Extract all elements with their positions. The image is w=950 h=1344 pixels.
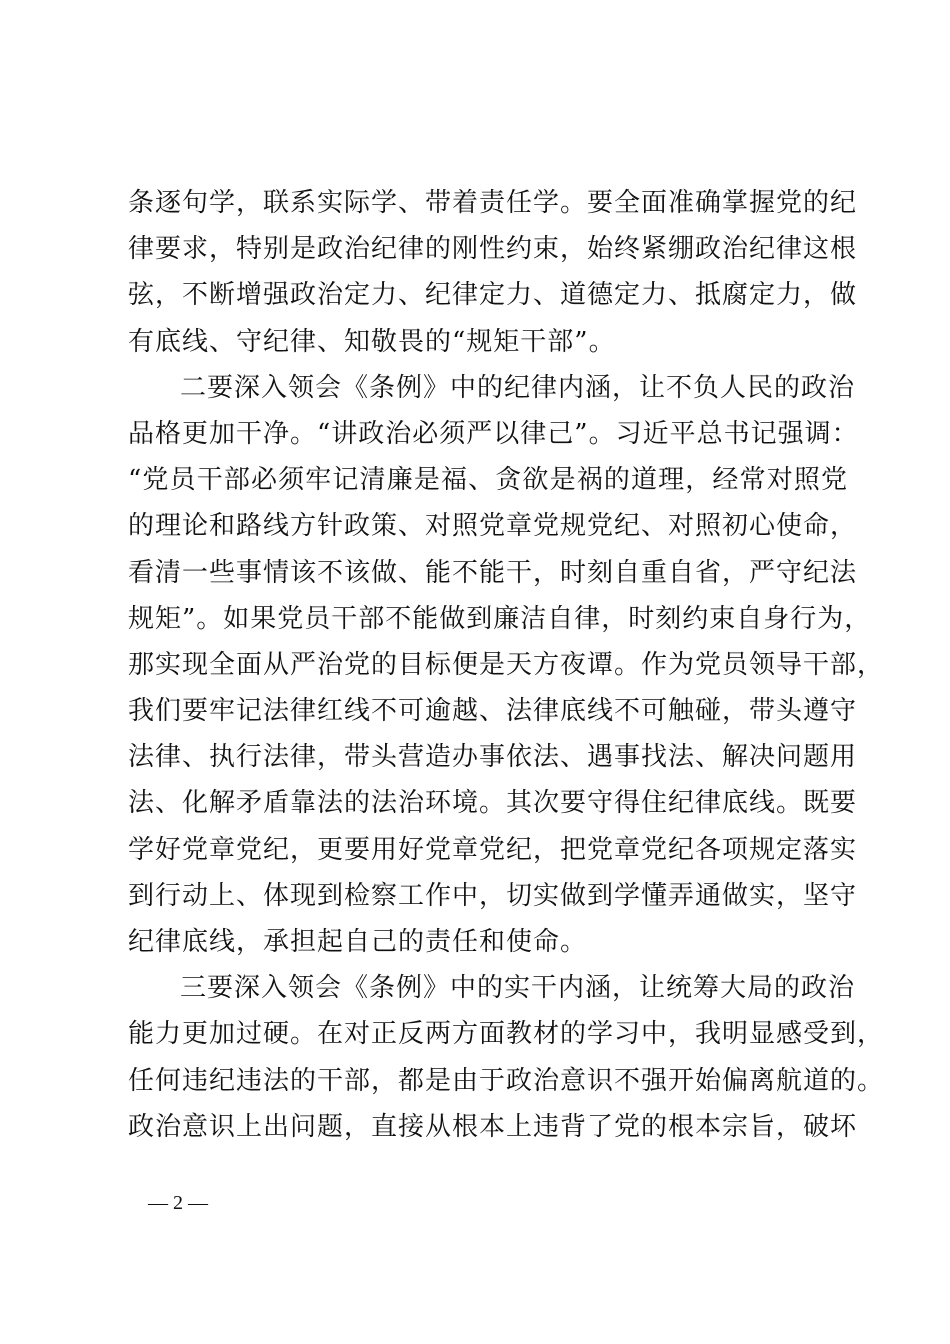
text-line: 律要求，特别是政治纪律的刚性约束，始终紧绷政治纪律这根 — [128, 234, 858, 265]
text-line: 有底线、守纪律、知敬畏的“规矩干部”。 — [128, 326, 616, 357]
text-line: 的理论和路线方针政策、对照党章党规党纪、对照初心使命， — [128, 511, 858, 542]
text-line: 能力更加过硬。在对正反两方面教材的学习中，我明显感受到， — [128, 1019, 885, 1050]
text-line: 三要深入领会《条例》中的实干内涵，让统筹大局的政治 — [180, 973, 856, 1004]
text-line: 那实现全面从严治党的目标便是天方夜谭。作为党员领导干部， — [128, 649, 885, 680]
text-line: 纪律底线，承担起自己的责任和使命。 — [128, 927, 588, 957]
text-line: 法、化解矛盾靠法的法治环境。其次要守得住纪律底线。既要 — [128, 788, 858, 819]
text-line: 我们要牢记法律红线不可逾越、法律底线不可触碰，带头遵守 — [128, 696, 858, 727]
text-line: 政治意识上出问题，直接从根本上违背了党的根本宗旨，破坏 — [128, 1111, 858, 1142]
text-line: 规矩”。如果党员干部不能做到廉洁自律，时刻约束自身行为， — [128, 603, 872, 634]
text-line: 法律、执行法律，带头营造办事依法、遇事找法、解决问题用 — [128, 742, 858, 773]
text-line: 到行动上、体现到检察工作中，切实做到学懂弄通做实，坚守 — [128, 880, 858, 911]
text-line: 品格更加干净。“讲政治必须严以律己”。习近平总书记强调： — [128, 418, 859, 449]
body-text — [128, 180, 885, 1150]
text-line: “党员干部必须牢记清廉是福、贪欲是祸的道理，经常对照党 — [128, 465, 848, 496]
text-line: 二要深入领会《条例》中的纪律内涵，让不负人民的政治 — [180, 372, 856, 403]
text-line: 条逐句学，联系实际学、带着责任学。要全面准确掌握党的纪 — [128, 188, 858, 218]
text-line: 任何违纪违法的干部，都是由于政治意识不强开始偏离航道的。 — [128, 1065, 885, 1096]
text-line: 学好党章党纪，更要用好党章党纪，把党章党纪各项规定落实 — [128, 834, 858, 865]
page-number: — 2 — — [148, 1192, 208, 1214]
text-line: 弦，不断增强政治定力、纪律定力、道德定力、抵腐定力，做 — [128, 280, 858, 311]
text-line: 看清一些事情该不该做、能不能干，时刻自重自省，严守纪法 — [128, 557, 858, 588]
